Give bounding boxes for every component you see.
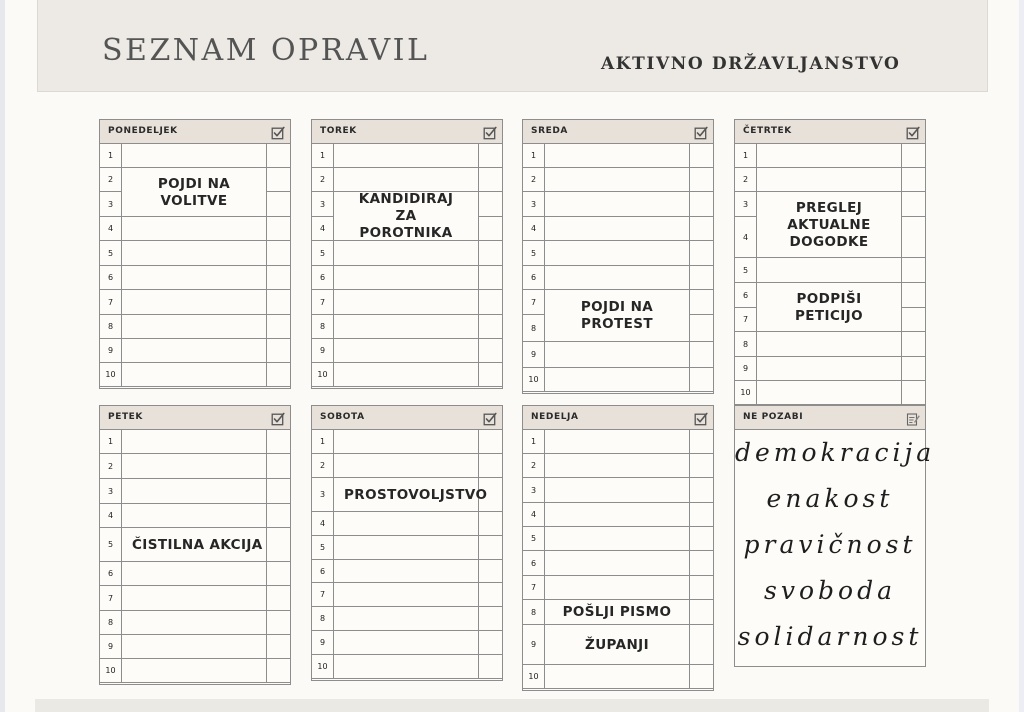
row-number: 5 [312,536,334,559]
row-number: 7 [100,290,122,314]
row-number: 2 [523,168,545,191]
task-row[interactable] [100,635,290,659]
task-row[interactable] [523,576,713,600]
task-row[interactable] [100,315,290,339]
task-row[interactable] [312,266,502,290]
row-number: 2 [312,168,334,191]
row-number: 3 [523,192,545,216]
task-row[interactable] [523,368,713,392]
row-number: 8 [735,332,757,356]
row-checkbox[interactable] [478,512,502,535]
task-row[interactable] [100,339,290,363]
row-number: 3 [100,192,122,216]
row-number: 2 [735,168,757,191]
checkbox-check-icon [694,125,708,139]
task-row[interactable] [312,631,502,655]
row-number: 8 [523,600,545,624]
row-checkbox[interactable] [901,258,925,282]
row-checkbox[interactable] [901,308,925,331]
row-checkbox[interactable] [478,454,502,477]
row-checkbox[interactable] [266,363,290,386]
row-number: 10 [523,368,545,391]
task-row[interactable] [100,479,290,504]
day-label: PETEK [108,412,144,422]
task-row[interactable] [312,536,502,560]
row-checkbox[interactable] [478,339,502,362]
day-card-sreda [522,119,714,394]
day-card-četrtek [734,119,926,407]
row-checkbox[interactable] [689,551,713,575]
row-number: 1 [100,430,122,453]
row-number: 7 [312,290,334,314]
row-checkbox[interactable] [901,168,925,191]
row-checkbox[interactable] [478,536,502,559]
row-number: 9 [735,357,757,380]
task-text[interactable]: POŠLJI PISMO [562,604,672,620]
reminder-label: NE POZABI [743,412,804,422]
row-number: 9 [100,635,122,658]
row-number: 4 [523,217,545,240]
row-number: 7 [100,586,122,610]
day-label: ČETRTEK [743,126,792,136]
row-number: 10 [312,363,334,386]
task-text[interactable]: POJDI NA PROTEST [580,299,654,332]
task-row[interactable] [312,339,502,363]
row-checkbox[interactable] [689,665,713,688]
day-card-header [312,120,502,144]
row-number: 4 [523,503,545,526]
day-card-torek [311,119,503,389]
row-number: 10 [100,659,122,682]
row-number: 3 [312,478,334,511]
row-number: 4 [100,217,122,240]
row-checkbox[interactable] [266,339,290,362]
row-checkbox[interactable] [266,454,290,478]
task-row[interactable] [100,562,290,586]
right-edge [1019,0,1024,712]
task-text[interactable]: POJDI NA VOLITVE [157,175,231,209]
task-row[interactable] [735,332,925,357]
row-number: 8 [100,315,122,338]
left-edge [0,0,5,712]
row-checkbox[interactable] [901,357,925,380]
checkbox-check-icon [483,411,497,425]
day-label: TOREK [320,126,357,136]
row-checkbox[interactable] [478,363,502,386]
row-checkbox[interactable] [901,192,925,216]
checkbox-check-icon [694,411,708,425]
row-number: 2 [100,454,122,478]
row-number: 2 [100,168,122,191]
task-text[interactable]: ŽUPANJI [585,636,649,653]
row-number: 8 [312,315,334,338]
row-number: 5 [523,241,545,265]
task-row[interactable] [523,144,713,168]
day-label: PONEDELJEK [108,126,178,136]
row-checkbox[interactable] [478,560,502,582]
day-card-header [735,120,925,144]
row-checkbox[interactable] [901,381,925,404]
day-card-header [523,120,713,144]
row-number: 6 [100,562,122,585]
task-rows [735,144,925,405]
task-row[interactable] [523,241,713,266]
row-checkbox[interactable] [266,528,290,561]
row-number: 9 [312,631,334,654]
task-row[interactable] [100,290,290,315]
task-row[interactable] [100,504,290,528]
footer-bar [35,699,989,712]
task-row[interactable] [312,583,502,607]
row-checkbox[interactable] [266,290,290,314]
task-row[interactable] [735,357,925,381]
row-checkbox[interactable] [266,315,290,338]
task-row[interactable] [312,512,502,536]
header-banner [37,0,988,92]
task-row[interactable] [523,503,713,527]
row-number: 8 [523,315,545,341]
task-row[interactable] [100,241,290,266]
row-number: 1 [523,144,545,167]
task-row[interactable] [735,144,925,168]
task-row[interactable] [523,665,713,689]
row-number: 6 [312,560,334,582]
task-row[interactable] [312,607,502,631]
row-number: 7 [312,583,334,606]
row-number: 6 [735,283,757,307]
task-rows [100,430,290,683]
row-checkbox[interactable] [266,144,290,167]
task-row[interactable] [523,454,713,478]
task-row[interactable] [100,363,290,387]
task-rows [523,144,713,392]
task-row[interactable] [523,478,713,503]
row-checkbox[interactable] [478,583,502,606]
task-row[interactable] [523,266,713,290]
row-number: 5 [735,258,757,282]
row-checkbox[interactable] [478,241,502,265]
row-checkbox[interactable] [266,479,290,503]
row-checkbox[interactable] [478,607,502,630]
row-checkbox[interactable] [901,332,925,356]
task-row[interactable] [100,430,290,454]
row-number: 9 [100,339,122,362]
row-checkbox[interactable] [689,503,713,526]
row-number: 9 [523,625,545,664]
task-row[interactable] [100,144,290,168]
row-checkbox[interactable] [478,144,502,167]
value-word: demokracija [735,438,936,467]
row-checkbox[interactable] [266,611,290,634]
task-row[interactable] [312,560,502,583]
task-row[interactable] [523,342,713,368]
task-row[interactable] [312,290,502,315]
row-checkbox[interactable] [689,217,713,240]
row-checkbox[interactable] [689,430,713,453]
row-checkbox[interactable] [689,290,713,314]
task-row[interactable] [312,315,502,339]
row-checkbox[interactable] [266,241,290,265]
row-checkbox[interactable] [689,527,713,550]
notepad-pencil-icon [906,411,920,425]
row-number: 3 [735,192,757,216]
row-number: 5 [100,528,122,561]
row-number: 1 [100,144,122,167]
task-rows [312,430,502,679]
day-label: NEDELJA [531,412,579,422]
row-number: 6 [312,266,334,289]
row-number: 6 [523,551,545,575]
reminder-header [735,406,925,430]
task-row[interactable] [523,527,713,551]
task-row[interactable] [100,217,290,241]
day-card-header [100,120,290,144]
row-number: 5 [100,241,122,265]
row-number: 5 [312,241,334,265]
row-checkbox[interactable] [266,266,290,289]
task-text[interactable]: PROSTOVOLJSTVO [344,486,488,503]
value-word: pravičnost [743,530,917,559]
task-row[interactable] [312,363,502,387]
task-row[interactable] [523,168,713,192]
task-row[interactable] [735,381,925,405]
task-text[interactable]: PREGLEJ AKTUALNE DOGODKE [787,199,871,250]
day-card-header [312,406,502,430]
row-number: 10 [735,381,757,404]
day-card-header [523,406,713,430]
task-text[interactable]: KANDIDIRAJ ZA POROTNIKA [358,191,454,241]
row-number: 8 [100,611,122,634]
row-number: 9 [312,339,334,362]
task-row[interactable] [100,586,290,611]
checkbox-check-icon [906,125,920,139]
task-row[interactable] [100,454,290,479]
day-card-ponedeljek [99,119,291,389]
row-checkbox[interactable] [689,342,713,367]
task-row[interactable] [312,430,502,454]
task-row[interactable] [312,454,502,478]
row-number: 3 [312,192,334,216]
value-word: svoboda [764,576,896,605]
row-number: 7 [523,290,545,314]
row-number: 2 [523,454,545,477]
row-number: 9 [523,342,545,367]
day-card-petek [99,405,291,685]
day-label: SREDA [531,126,568,136]
task-rows [523,430,713,689]
row-checkbox[interactable] [266,168,290,191]
row-checkbox[interactable] [689,368,713,391]
row-checkbox[interactable] [478,430,502,453]
row-checkbox[interactable] [478,217,502,240]
row-checkbox[interactable] [689,168,713,191]
checkbox-check-icon [271,125,285,139]
row-checkbox[interactable] [689,600,713,624]
row-number: 4 [100,504,122,527]
row-checkbox[interactable] [266,659,290,682]
row-checkbox[interactable] [689,576,713,599]
row-number: 3 [100,479,122,503]
task-row[interactable] [100,266,290,290]
row-number: 7 [523,576,545,599]
checkbox-check-icon [271,411,285,425]
row-checkbox[interactable] [689,478,713,502]
row-checkbox[interactable] [266,217,290,240]
row-checkbox[interactable] [689,241,713,265]
row-checkbox[interactable] [266,586,290,610]
row-checkbox[interactable] [266,430,290,453]
row-checkbox[interactable] [689,266,713,289]
row-checkbox[interactable] [478,192,502,216]
task-row[interactable] [312,241,502,266]
row-number: 10 [523,665,545,688]
reminder-body [735,430,936,667]
row-checkbox[interactable] [901,144,925,167]
row-checkbox[interactable] [266,192,290,216]
task-text[interactable]: ČISTILNA AKCIJA [132,536,263,553]
row-number: 1 [523,430,545,453]
row-checkbox[interactable] [901,217,925,257]
row-number: 1 [312,430,334,453]
task-text[interactable]: PODPIŠI PETICIJO [795,290,863,324]
task-row[interactable] [100,659,290,683]
page-subtitle: AKTIVNO DRŽAVLJANSTVO [601,54,901,74]
row-checkbox[interactable] [478,168,502,191]
row-number: 10 [312,655,334,678]
row-number: 4 [735,217,757,257]
row-checkbox[interactable] [478,631,502,654]
page-title: SEZNAM OPRAVIL [102,33,430,68]
row-checkbox[interactable] [478,315,502,338]
day-card-nedelja [522,405,714,691]
row-checkbox[interactable] [689,454,713,477]
row-checkbox[interactable] [901,283,925,307]
row-number: 6 [100,266,122,289]
row-checkbox[interactable] [689,192,713,216]
day-label: SOBOTA [320,412,365,422]
row-number: 1 [312,144,334,167]
day-card-sobota [311,405,503,681]
row-checkbox[interactable] [689,144,713,167]
row-number: 4 [312,217,334,240]
row-number: 6 [523,266,545,289]
row-number: 4 [312,512,334,535]
row-number: 3 [523,478,545,502]
row-number: 10 [100,363,122,386]
reminder-card [734,405,936,667]
task-row[interactable] [312,655,502,679]
row-number: 5 [523,527,545,550]
row-checkbox[interactable] [689,315,713,341]
task-row[interactable] [523,430,713,454]
row-number: 1 [735,144,757,167]
row-checkbox[interactable] [266,562,290,585]
task-row[interactable] [523,192,713,217]
task-row[interactable] [312,144,502,168]
row-checkbox[interactable] [266,635,290,658]
row-checkbox[interactable] [689,625,713,664]
value-word: solidarnost [737,622,923,651]
task-rows [100,144,290,387]
value-word: enakost [766,484,894,513]
task-row[interactable] [523,551,713,576]
day-card-header [100,406,290,430]
row-number: 2 [312,454,334,477]
row-checkbox[interactable] [478,655,502,678]
task-row[interactable] [735,168,925,192]
row-checkbox[interactable] [266,504,290,527]
row-number: 7 [735,308,757,331]
row-checkbox[interactable] [478,266,502,289]
row-number: 8 [312,607,334,630]
task-rows [312,144,502,387]
checkbox-check-icon [483,125,497,139]
task-row[interactable] [523,217,713,241]
row-checkbox[interactable] [478,290,502,314]
task-row[interactable] [100,611,290,635]
task-row[interactable] [312,168,502,192]
task-row[interactable] [735,258,925,283]
